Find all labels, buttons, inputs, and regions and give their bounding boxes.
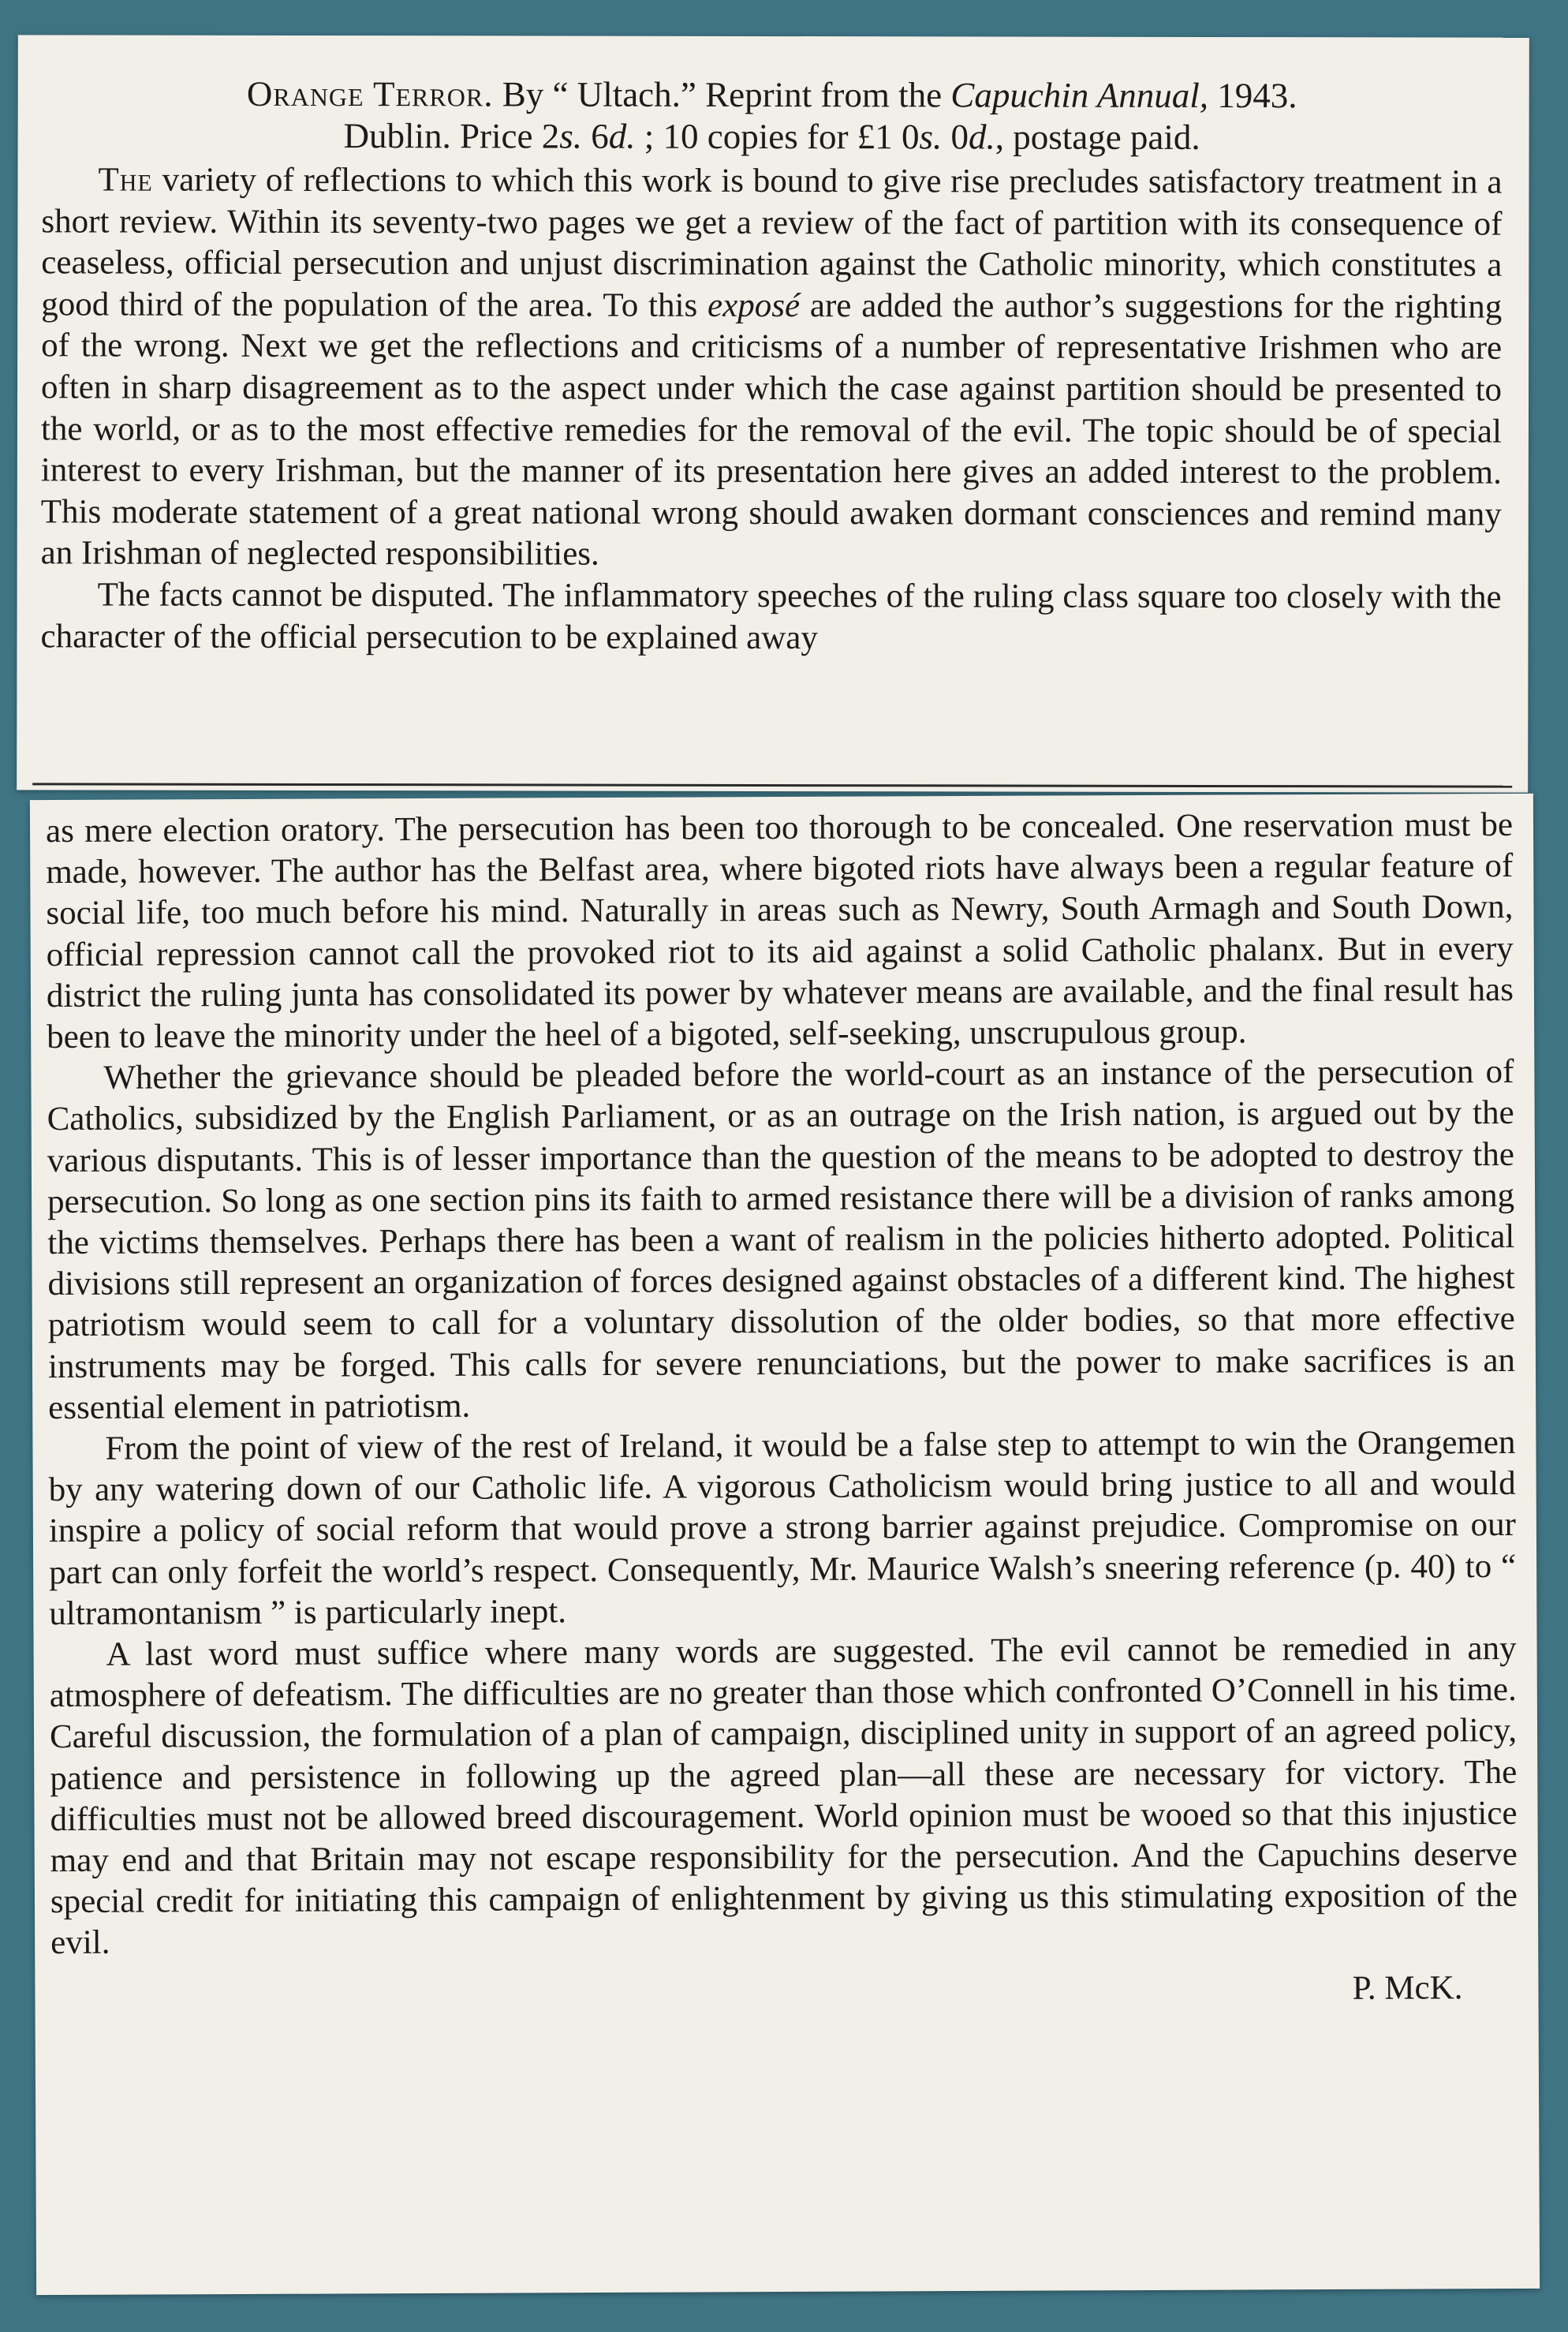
paragraph-1 [41, 159, 1503, 577]
review-heading [42, 73, 1503, 159]
paragraph-1-lead: The [98, 161, 153, 199]
heading-year: 1943. [1208, 75, 1297, 116]
heading-postage: , postage paid. [995, 117, 1200, 157]
heading-zero: 0 [942, 117, 969, 157]
source-title: Capuchin Annual, [950, 75, 1209, 115]
heading-price-pre: Dublin. Price 2 [343, 116, 560, 156]
paragraph-1-expose: exposé [707, 286, 801, 324]
clipping-top [17, 35, 1529, 792]
paragraph-2-bottom: as mere election oratory. The persecution has been too thorough to be concealed. One reservation must be made, however. The author has the Belfast area, where bigoted riots have always been a regular feature of social life, too much before his mind. Naturally in areas such as Newry, South Armagh and South Down, official repression cannot call the provoked riot to its aid against a solid Catholic phalanx. But in every district the ruling junta has consolidated its power by whatever means are available, and the final result has been to leave the minority under the heel of a bigoted, self-seeking, unscrupulous group. [45, 805, 1514, 1056]
book-title: Orange Terror. [246, 73, 494, 114]
heading-line-1 [42, 73, 1503, 117]
heading-line-2 [42, 114, 1503, 159]
paragraph-3: Whether the grievance should be pleaded before the world-court as an instance of the persecution of Catholics, subsidized by the English Parliament, or as an outrage on the Irish nation, is argued out by the various disputants. This is of lesser importance than the question of the means to be adopted to destroy the persecution. So long as one section pins its faith to armed resistance there will be a division of ranks among the victims themselves. Perhaps there has been a want of realism in the policies hitherto adopted. Political divisions still represent an organization of forces designed against obstacles of a different kind. The highest patriotism would seem to call for a voluntary dissolution of the older bodies, so that more effective instruments may be forged. This calls for severe renunciations, but the power to make sacrifices is an essential element in patriotism. [47, 1053, 1516, 1426]
heading-d-unit: d. [608, 116, 636, 156]
paragraph-4: From the point of view of the rest of Ireland, it would be a false step to attempt to win the Orangemen by any watering down of our Catholic life. A vigorous Catholicism would bring justice to all and would inspire a policy of social reform that would prove a strong barrier against prejudice. Compromise on our part can only forfeit the world’s respect. Consequently, Mr. Maurice Walsh’s sneering reference (p. 40) to “ ultramontanism ” is particularly inept. [48, 1424, 1517, 1632]
heading-copies: ; 10 copies for £1 0 [635, 116, 920, 157]
heading-six: 6 [581, 116, 609, 156]
clipping-bottom [30, 794, 1540, 2295]
heading-s-unit: s. [559, 116, 583, 156]
clipping-edge-rule [32, 783, 1512, 787]
paragraph-1-text-b: are added the author’s suggestions for the righting of the wrong. Next we get the reflections and criticisms of a number of representative Irishmen who are often in sharp disagreement as to the aspect under which the case against partition should be presented to the world, or as to the most effective remedies for the removal of the evil. The topic should be of special interest to every Irishman, but the manner of its presentation here gives an added interest to the problem. This moderate statement of a great national wrong should awaken dormant consciences and remind many an Irishman of neglected responsibilities. [40, 286, 1503, 573]
heading-author-text: By “ Ultach.” Reprint from the [493, 74, 951, 115]
paragraph-2-top: The facts cannot be disputed. The inflammatory speeches of the ruling class square too closely with the character of the official persecution to be explained away [40, 576, 1502, 656]
heading-s-unit-2: s. [919, 117, 943, 157]
paragraph-1-text-a: variety of reflections to which this work is bound to give rise precludes satisfactory treatment in a short review. Within its seventy-two pages we get a review of the fact of partition with its consequence of ceaseless, official persecution and unjust discrimination against the Catholic minority, which constitutes a good third of the population of the area. To this [41, 161, 1503, 324]
paragraph-5: A last word must suffice where many words are suggested. The evil cannot be remedied in any atmosphere of defeatism. The difficulties are no greater than those which confronted O’Connell in his time. Careful discussion, the formulation of a plan of campaign, disciplined unity in support of an agreed policy, patience and persistence in following up the agreed plan—all these are necessary for victory. The difficulties must not be allowed breed discouragement. World opinion must be wooed so that this injustice may end and that Britain may not escape responsibility for the persecution. And the Capuchins deserve special credit for initiating this campaign of enlightenment by giving us this stimulating exposition of the evil. [49, 1630, 1518, 1962]
signature: P. McK. [1352, 1968, 1463, 2007]
heading-d-unit-2: d. [968, 117, 995, 157]
